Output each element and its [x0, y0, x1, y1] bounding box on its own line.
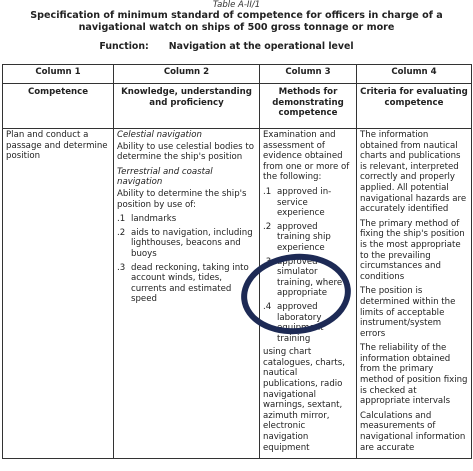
column-title-row [3, 84, 472, 129]
specification-title-line-2: navigational watch on ships of 500 gross tonnage or more [78, 22, 395, 33]
criteria-cell [357, 129, 472, 459]
column-2-header: Column 2 [114, 65, 260, 84]
criteria-paragraph: The reliability of the information obtained from the primary method of position fixing is checked at appropriate intervals [360, 343, 468, 407]
list-item: .1 landmarks [117, 214, 177, 225]
list-item: .2 aids to navigation, including lighthouses, beacons and buoys [117, 227, 253, 259]
list-item: .3 dead reckoning, taking into account winds, tides, currents and estimated speed [117, 262, 249, 305]
column-number-row [3, 65, 472, 84]
criteria-paragraph: The information obtained from nautical charts and publications is relevant, interpreted correctly and properly applied. All potential navigational hazards are accurately identified [360, 130, 467, 215]
list-item: .4 approved laboratory equipment training [263, 301, 324, 344]
table-title: Table A-II/1 [212, 0, 261, 10]
celestial-heading: Celestial navigation [117, 130, 202, 140]
knowledge-header: Knowledge, understanding and proficiency [114, 84, 260, 129]
criteria-header: Criteria for evaluating competence [357, 84, 472, 129]
competence-table [2, 64, 472, 459]
methods-tail: using chart catalogues, charts, nautical publications, radio navigational warnings, sextant, azimuth mirror, electronic navigation equipment [263, 347, 345, 453]
competence-header: Competence [3, 84, 114, 129]
methods-header: Methods for demonstrating competence [260, 84, 357, 129]
celestial-text: Ability to use celestial bodies to determine the ship's position [117, 141, 254, 163]
competence-cell [3, 129, 114, 459]
function-label: Function: [99, 41, 149, 52]
column-1-header: Column 1 [3, 65, 114, 84]
methods-cell [260, 129, 357, 459]
function-line [0, 41, 463, 53]
specification-title-line-1: Specification of minimum standard of competence for officers in charge of a [30, 10, 443, 21]
list-item: .2 approved training ship experience [263, 221, 331, 253]
document-header [0, 0, 473, 53]
criteria-paragraph: Calculations and measurements of navigational information are accurate [360, 410, 466, 453]
list-item: .3 approved simulator training, where appropriate [263, 256, 343, 299]
table-row [3, 129, 472, 459]
column-4-header: Column 4 [357, 65, 472, 84]
competence-text: Plan and conduct a passage and determine position [6, 130, 108, 162]
column-3-header: Column 3 [260, 65, 357, 84]
function-value: Navigation at the operational level [168, 41, 354, 52]
terrestrial-heading: Terrestrial and coastal navigation [117, 166, 213, 188]
list-item: .1 approved in-service experience [263, 186, 332, 219]
criteria-paragraph: The primary method of fixing the ship's position is the most appropriate to the prevailing circumstances and conditions [360, 218, 465, 282]
methods-intro: Examination and assessment of evidence obtained from one or more of the following: [263, 130, 350, 183]
knowledge-cell [114, 129, 260, 459]
terrestrial-text: Ability to determine the ship's position by use of: [117, 188, 247, 210]
criteria-paragraph: The position is determined within the limits of acceptable instrument/system errors [360, 286, 456, 339]
